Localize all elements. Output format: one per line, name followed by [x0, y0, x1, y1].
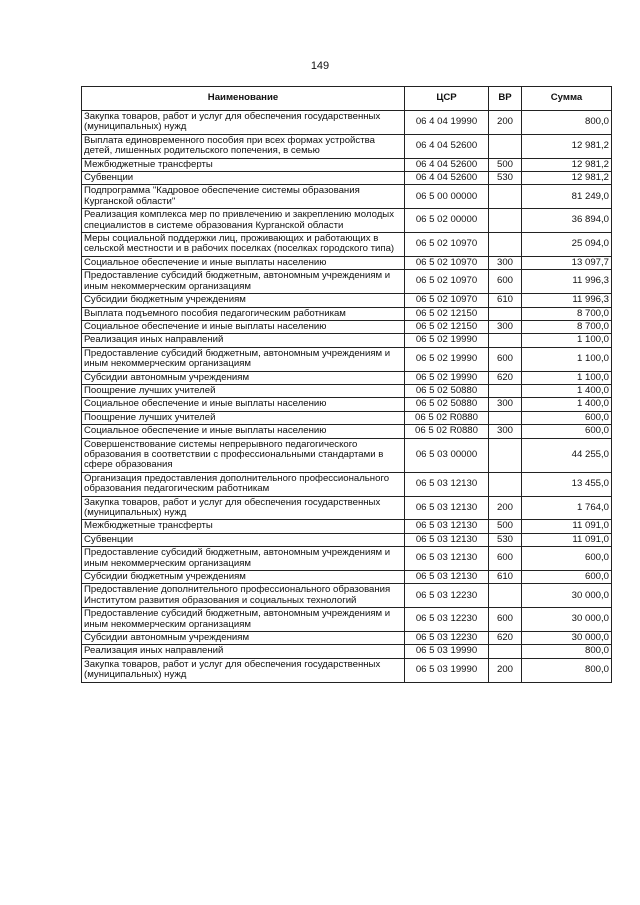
- cell-sum: 1 100,0: [522, 334, 612, 347]
- page-number: 149: [310, 60, 330, 72]
- table-row: [82, 658, 612, 682]
- cell-vr: 620: [489, 371, 522, 384]
- header-csr: ЦСР: [405, 87, 489, 111]
- table-row: [82, 185, 612, 209]
- cell-vr: 200: [489, 658, 522, 682]
- cell-vr: [489, 134, 522, 158]
- cell-sum: 13 455,0: [522, 472, 612, 496]
- cell-csr: 06 5 00 00000: [405, 185, 489, 209]
- cell-sum: 1 100,0: [522, 347, 612, 371]
- cell-name: Социальное обеспечение и иные выплаты населению: [82, 425, 405, 438]
- cell-csr: 06 5 02 10970: [405, 256, 489, 269]
- cell-csr: 06 5 03 12130: [405, 571, 489, 584]
- cell-vr: [489, 185, 522, 209]
- table-row: [82, 111, 612, 135]
- cell-csr: 06 5 02 R0880: [405, 411, 489, 424]
- cell-csr: 06 5 03 19990: [405, 658, 489, 682]
- cell-vr: [489, 209, 522, 233]
- cell-csr: 06 5 02 19990: [405, 347, 489, 371]
- cell-sum: 11 996,3: [522, 294, 612, 307]
- cell-sum: 81 249,0: [522, 185, 612, 209]
- cell-sum: 44 255,0: [522, 438, 612, 472]
- cell-csr: 06 5 03 12230: [405, 632, 489, 645]
- cell-vr: 610: [489, 571, 522, 584]
- cell-vr: 530: [489, 533, 522, 546]
- cell-csr: 06 5 03 12230: [405, 584, 489, 608]
- cell-name: Предоставление субсидий бюджетным, автономным учреждениям и иным некоммерческим организациям: [82, 270, 405, 294]
- table-row: [82, 645, 612, 658]
- cell-vr: [489, 334, 522, 347]
- cell-sum: 13 097,7: [522, 256, 612, 269]
- cell-name: Социальное обеспечение и иные выплаты населению: [82, 256, 405, 269]
- table-row: [82, 307, 612, 320]
- cell-name: Субвенции: [82, 172, 405, 185]
- header-sum: Сумма: [522, 87, 612, 111]
- cell-sum: 600,0: [522, 411, 612, 424]
- cell-csr: 06 5 02 10970: [405, 233, 489, 257]
- cell-name: Субсидии бюджетным учреждениям: [82, 571, 405, 584]
- table-row: [82, 371, 612, 384]
- cell-name: Выплата единовременного пособия при всех формах устройства детей, лишенных родительского попечения, в семью: [82, 134, 405, 158]
- table-row: [82, 209, 612, 233]
- table-row: [82, 547, 612, 571]
- cell-vr: 600: [489, 347, 522, 371]
- table-row: [82, 334, 612, 347]
- table-row: [82, 384, 612, 397]
- table-row: [82, 158, 612, 171]
- cell-sum: 600,0: [522, 571, 612, 584]
- cell-csr: 06 5 02 19990: [405, 371, 489, 384]
- cell-name: Социальное обеспечение и иные выплаты населению: [82, 398, 405, 411]
- cell-csr: 06 5 02 50880: [405, 398, 489, 411]
- table-row: [82, 571, 612, 584]
- table-row: [82, 134, 612, 158]
- cell-csr: 06 5 02 50880: [405, 384, 489, 397]
- cell-sum: 800,0: [522, 645, 612, 658]
- cell-sum: 1 100,0: [522, 371, 612, 384]
- cell-vr: 620: [489, 632, 522, 645]
- budget-table: [81, 86, 612, 683]
- cell-csr: 06 4 04 52600: [405, 158, 489, 171]
- cell-csr: 06 4 04 52600: [405, 172, 489, 185]
- cell-sum: 1 400,0: [522, 398, 612, 411]
- cell-name: Организация предоставления дополнительного профессионального образования педагогическим работникам: [82, 472, 405, 496]
- cell-name: Подпрограмма "Кадровое обеспечение системы образования Курганской области": [82, 185, 405, 209]
- cell-vr: [489, 384, 522, 397]
- cell-name: Субсидии бюджетным учреждениям: [82, 294, 405, 307]
- cell-name: Закупка товаров, работ и услуг для обеспечения государственных (муниципальных) нужд: [82, 111, 405, 135]
- cell-csr: 06 5 03 12130: [405, 547, 489, 571]
- cell-name: Реализация иных направлений: [82, 334, 405, 347]
- table-row: [82, 496, 612, 520]
- table-row: [82, 425, 612, 438]
- table-row: [82, 233, 612, 257]
- cell-name: Реализация иных направлений: [82, 645, 405, 658]
- cell-sum: 800,0: [522, 111, 612, 135]
- cell-sum: 11 996,3: [522, 270, 612, 294]
- table-header-row: [82, 87, 612, 111]
- cell-csr: 06 5 03 12130: [405, 533, 489, 546]
- cell-name: Субсидии автономным учреждениям: [82, 632, 405, 645]
- cell-name: Поощрение лучших учителей: [82, 384, 405, 397]
- cell-name: Социальное обеспечение и иные выплаты населению: [82, 320, 405, 333]
- cell-vr: 300: [489, 398, 522, 411]
- cell-name: Межбюджетные трансферты: [82, 158, 405, 171]
- table-row: [82, 520, 612, 533]
- cell-sum: 8 700,0: [522, 320, 612, 333]
- header-name: Наименование: [82, 87, 405, 111]
- cell-vr: [489, 233, 522, 257]
- cell-vr: 500: [489, 158, 522, 171]
- cell-sum: 800,0: [522, 658, 612, 682]
- cell-sum: 25 094,0: [522, 233, 612, 257]
- cell-name: Меры социальной поддержки лиц, проживающих и работающих в сельской местности и в рабочих поселках (поселках городского типа): [82, 233, 405, 257]
- cell-csr: 06 5 02 00000: [405, 209, 489, 233]
- cell-csr: 06 5 03 00000: [405, 438, 489, 472]
- cell-name: Предоставление субсидий бюджетным, автономным учреждениям и иным некоммерческим организациям: [82, 608, 405, 632]
- table-row: [82, 608, 612, 632]
- cell-sum: 8 700,0: [522, 307, 612, 320]
- cell-sum: 11 091,0: [522, 520, 612, 533]
- cell-csr: 06 5 03 12130: [405, 472, 489, 496]
- table-row: [82, 472, 612, 496]
- cell-csr: 06 5 03 12130: [405, 520, 489, 533]
- cell-vr: 600: [489, 270, 522, 294]
- cell-name: Реализация комплекса мер по привлечению и закреплению молодых специалистов в системе образования Курганской области: [82, 209, 405, 233]
- cell-sum: 600,0: [522, 425, 612, 438]
- cell-sum: 1 400,0: [522, 384, 612, 397]
- table-row: [82, 632, 612, 645]
- table-row: [82, 438, 612, 472]
- cell-sum: 12 981,2: [522, 134, 612, 158]
- table-row: [82, 398, 612, 411]
- cell-vr: [489, 307, 522, 320]
- cell-sum: 1 764,0: [522, 496, 612, 520]
- cell-vr: [489, 438, 522, 472]
- cell-name: Предоставление дополнительного профессионального образования Институтом развития образования и социальных технологий: [82, 584, 405, 608]
- table-row: [82, 533, 612, 546]
- cell-vr: 200: [489, 111, 522, 135]
- table-row: [82, 172, 612, 185]
- cell-csr: 06 5 02 12150: [405, 307, 489, 320]
- cell-sum: 36 894,0: [522, 209, 612, 233]
- cell-name: Поощрение лучших учителей: [82, 411, 405, 424]
- table-row: [82, 411, 612, 424]
- cell-name: Закупка товаров, работ и услуг для обеспечения государственных (муниципальных) нужд: [82, 658, 405, 682]
- cell-csr: 06 5 03 12130: [405, 496, 489, 520]
- cell-csr: 06 4 04 52600: [405, 134, 489, 158]
- cell-name: Субсидии автономным учреждениям: [82, 371, 405, 384]
- cell-vr: [489, 584, 522, 608]
- cell-vr: [489, 645, 522, 658]
- cell-name: Межбюджетные трансферты: [82, 520, 405, 533]
- cell-sum: 30 000,0: [522, 584, 612, 608]
- cell-csr: 06 5 02 10970: [405, 294, 489, 307]
- cell-name: Предоставление субсидий бюджетным, автономным учреждениям и иным некоммерческим организациям: [82, 547, 405, 571]
- cell-sum: 12 981,2: [522, 158, 612, 171]
- cell-name: Выплата подъемного пособия педагогическим работникам: [82, 307, 405, 320]
- cell-vr: 200: [489, 496, 522, 520]
- cell-vr: 500: [489, 520, 522, 533]
- cell-sum: 600,0: [522, 547, 612, 571]
- cell-csr: 06 5 02 10970: [405, 270, 489, 294]
- cell-vr: 300: [489, 320, 522, 333]
- cell-csr: 06 5 03 19990: [405, 645, 489, 658]
- cell-sum: 30 000,0: [522, 608, 612, 632]
- cell-vr: 600: [489, 547, 522, 571]
- cell-vr: [489, 411, 522, 424]
- table-row: [82, 347, 612, 371]
- cell-sum: 12 981,2: [522, 172, 612, 185]
- table-body: [82, 111, 612, 683]
- cell-csr: 06 5 02 12150: [405, 320, 489, 333]
- table-row: [82, 584, 612, 608]
- cell-vr: [489, 472, 522, 496]
- cell-name: Закупка товаров, работ и услуг для обеспечения государственных (муниципальных) нужд: [82, 496, 405, 520]
- cell-name: Субвенции: [82, 533, 405, 546]
- cell-name: Совершенствование системы непрерывного педагогического образования в соответствии с профессиональными стандартами в сфере образования: [82, 438, 405, 472]
- cell-sum: 30 000,0: [522, 632, 612, 645]
- cell-vr: 600: [489, 608, 522, 632]
- cell-csr: 06 5 03 12230: [405, 608, 489, 632]
- cell-vr: 530: [489, 172, 522, 185]
- header-vr: ВР: [489, 87, 522, 111]
- cell-vr: 300: [489, 256, 522, 269]
- cell-sum: 11 091,0: [522, 533, 612, 546]
- cell-csr: 06 4 04 19990: [405, 111, 489, 135]
- table-row: [82, 270, 612, 294]
- cell-csr: 06 5 02 R0880: [405, 425, 489, 438]
- cell-csr: 06 5 02 19990: [405, 334, 489, 347]
- cell-vr: 300: [489, 425, 522, 438]
- cell-vr: 610: [489, 294, 522, 307]
- table-row: [82, 294, 612, 307]
- cell-name: Предоставление субсидий бюджетным, автономным учреждениям и иным некоммерческим организациям: [82, 347, 405, 371]
- table-row: [82, 256, 612, 269]
- table-row: [82, 320, 612, 333]
